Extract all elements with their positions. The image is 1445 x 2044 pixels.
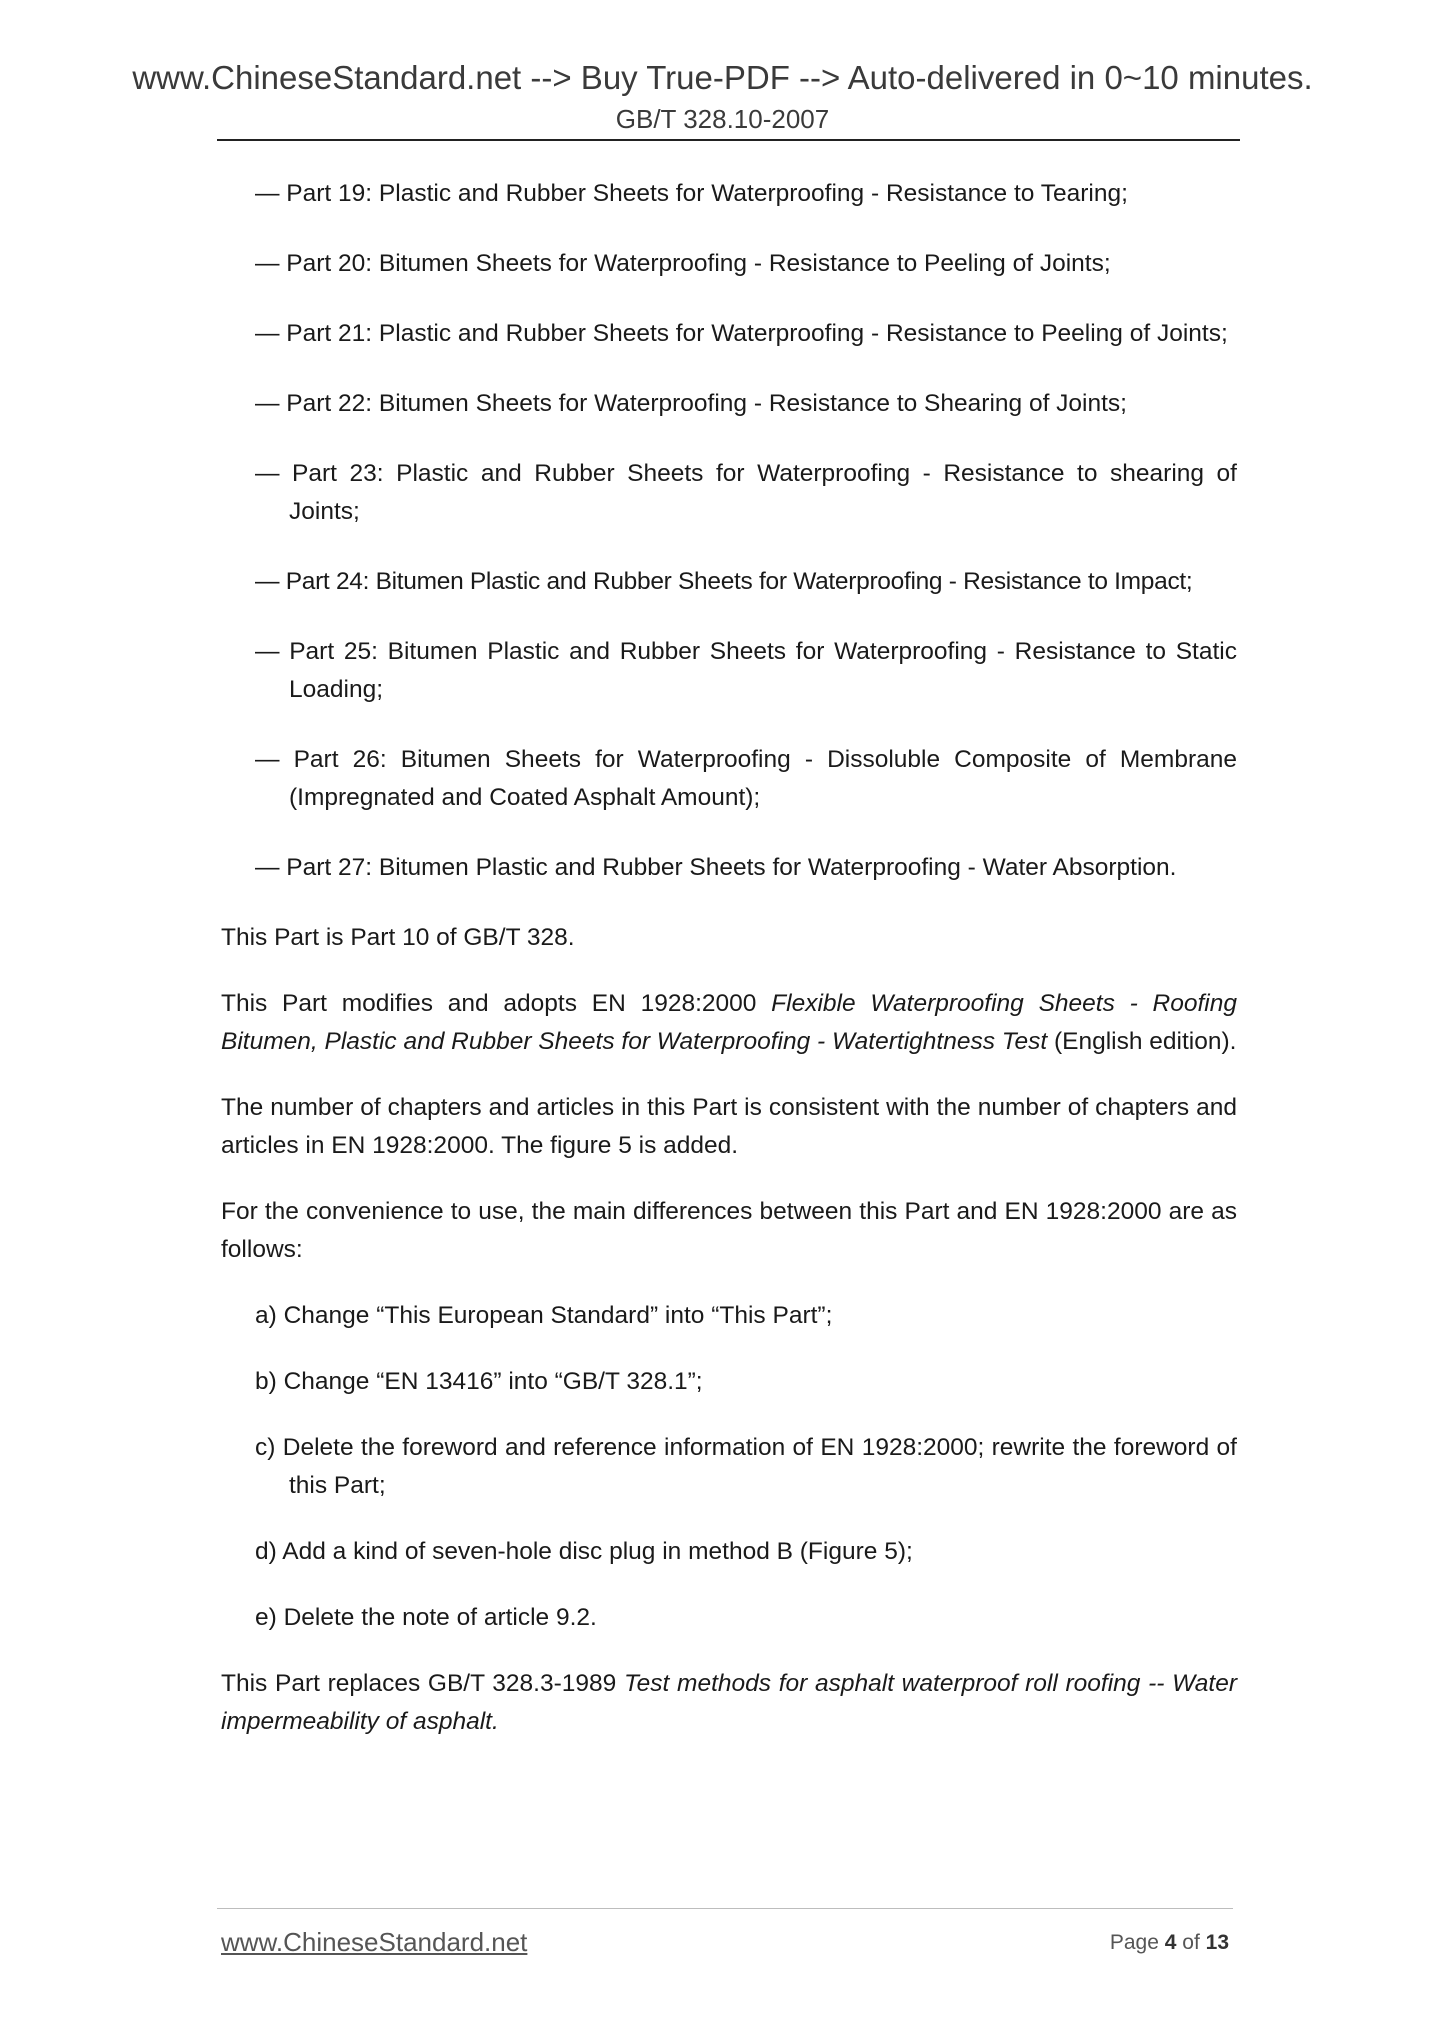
page-indicator: [1110, 1931, 1229, 1955]
paragraph-differences-intro: For the convenience to use, the main differences between this Part and EN 1928:2000 are as follows:: [221, 1198, 1237, 1263]
current-page-number: 4: [1164, 1931, 1177, 1954]
replacement-prefix: This Part replaces GB/T 328.3-1989: [221, 1670, 624, 1697]
page-header: [0, 58, 1445, 136]
page-of-label: of: [1176, 1931, 1206, 1954]
header-divider: [217, 139, 1240, 141]
difference-item-e: e) Delete the note of article 9.2.: [255, 1604, 597, 1631]
list-item-part-27: — Part 27: Bitumen Plastic and Rubber Sheets for Waterproofing - Water Absorption.: [255, 854, 1177, 881]
paragraph-adoption: [221, 985, 1237, 1061]
difference-item-b: b) Change “EN 13416” into “GB/T 328.1”;: [255, 1368, 703, 1395]
footer-website-link[interactable]: www.ChineseStandard.net: [221, 1927, 528, 1957]
adoption-prefix: This Part modifies and adopts EN 1928:2000: [221, 990, 772, 1017]
list-item-part-23: — Part 23: Plastic and Rubber Sheets for Waterproofing - Resistance to shearing of Joints;: [255, 460, 1237, 525]
page-label: Page: [1109, 1931, 1165, 1954]
difference-item-c: c) Delete the foreword and reference information of EN 1928:2000; rewrite the foreword of this Part;: [255, 1434, 1237, 1499]
list-item-part-25: — Part 25: Bitumen Plastic and Rubber Sheets for Waterproofing - Resistance to Static Loading;: [255, 638, 1237, 703]
list-item-part-26: — Part 26: Bitumen Sheets for Waterproofing - Dissoluble Composite of Membrane (Impregnated and Coated Asphalt Amount);: [255, 746, 1237, 811]
list-item-part-20: — Part 20: Bitumen Sheets for Waterproofing - Resistance to Peeling of Joints;: [255, 250, 1111, 277]
list-item-part-22: — Part 22: Bitumen Sheets for Waterproofing - Resistance to Shearing of Joints;: [255, 390, 1127, 417]
list-item-part-19: — Part 19: Plastic and Rubber Sheets for Waterproofing - Resistance to Tearing;: [255, 180, 1128, 207]
difference-item-a: a) Change “This European Standard” into “This Part”;: [255, 1302, 833, 1329]
difference-item-d: d) Add a kind of seven-hole disc plug in method B (Figure 5);: [255, 1538, 913, 1565]
list-item-part-21: — Part 21: Plastic and Rubber Sheets for Waterproofing - Resistance to Peeling of Joints;: [255, 320, 1228, 347]
adoption-suffix: (English edition).: [1047, 1028, 1237, 1055]
footer-divider: [217, 1908, 1233, 1909]
header-banner: www.ChineseStandard.net --> Buy True-PDF --> Auto-delivered in 0~10 minutes.: [132, 59, 1313, 96]
paragraph-replacement: [221, 1665, 1237, 1741]
adopted-standard-title: Flexible Waterproofing Sheets - Roofing Bitumen, Plastic and Rubber Sheets for Waterproofing - Watertightness Test: [221, 990, 1237, 1055]
document-code: GB/T 328.10-2007: [615, 104, 830, 134]
total-pages: 13: [1205, 1931, 1229, 1954]
paragraph-part-number: This Part is Part 10 of GB/T 328.: [221, 924, 575, 951]
document-body: [221, 175, 1237, 1769]
replaced-standard-title: Test methods for asphalt waterproof roll roofing -- Water impermeability of asphalt.: [221, 1670, 1237, 1735]
list-item-part-24: — Part 24: Bitumen Plastic and Rubber Sheets for Waterproofing - Resistance to Impact;: [255, 568, 1193, 595]
paragraph-chapters: The number of chapters and articles in this Part is consistent with the number of chapters and articles in EN 1928:2000. The figure 5 is added.: [221, 1094, 1237, 1159]
